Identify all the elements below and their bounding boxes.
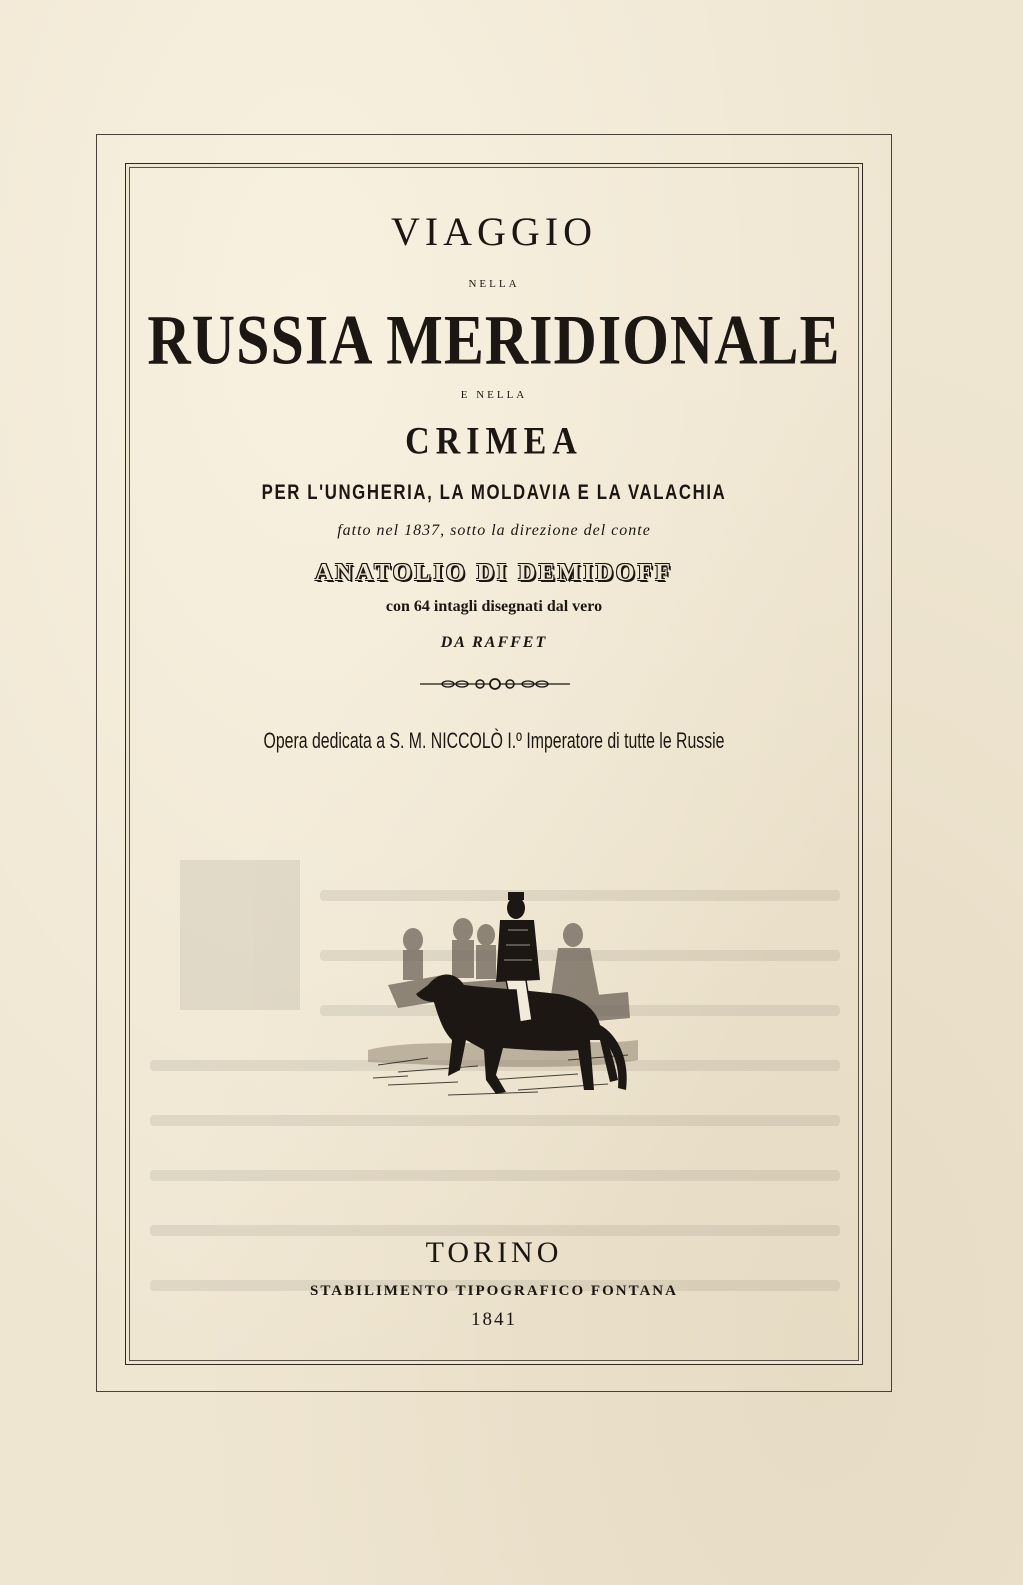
author-name: ANATOLIO DI DEMIDOFF bbox=[315, 560, 673, 586]
imprint-city: TORINO bbox=[425, 1236, 563, 1269]
title-crimea: CRIMEA bbox=[405, 420, 583, 463]
ornament-rule-icon bbox=[420, 676, 570, 692]
title-nella: NELLA bbox=[468, 278, 520, 290]
subtitle-date: fatto nel 1837, sotto la direzione del conte bbox=[337, 522, 651, 539]
imprint-publisher: STABILIMENTO TIPOGRAFICO FONTANA bbox=[310, 1283, 678, 1299]
subtitle-route: PER L'UNGHERIA, LA MOLDAVIA E LA VALACHIA bbox=[261, 481, 727, 504]
illustrator-name: DA RAFFET bbox=[440, 634, 548, 651]
title-e-nella: E NELLA bbox=[460, 389, 528, 401]
illustrations-note: con 64 intagli disegnati dal vero bbox=[385, 598, 603, 615]
horsemen-illustration-icon bbox=[368, 890, 638, 1110]
dedication: Opera dedicata a S. M. NICCOLÒ I.º Imperatore di tutte le Russie bbox=[263, 728, 725, 753]
imprint-year: 1841 bbox=[471, 1309, 517, 1330]
title-viaggio: VIAGGIO bbox=[390, 209, 598, 254]
title-russia-meridionale: RUSSIA MERIDIONALE bbox=[147, 301, 841, 380]
